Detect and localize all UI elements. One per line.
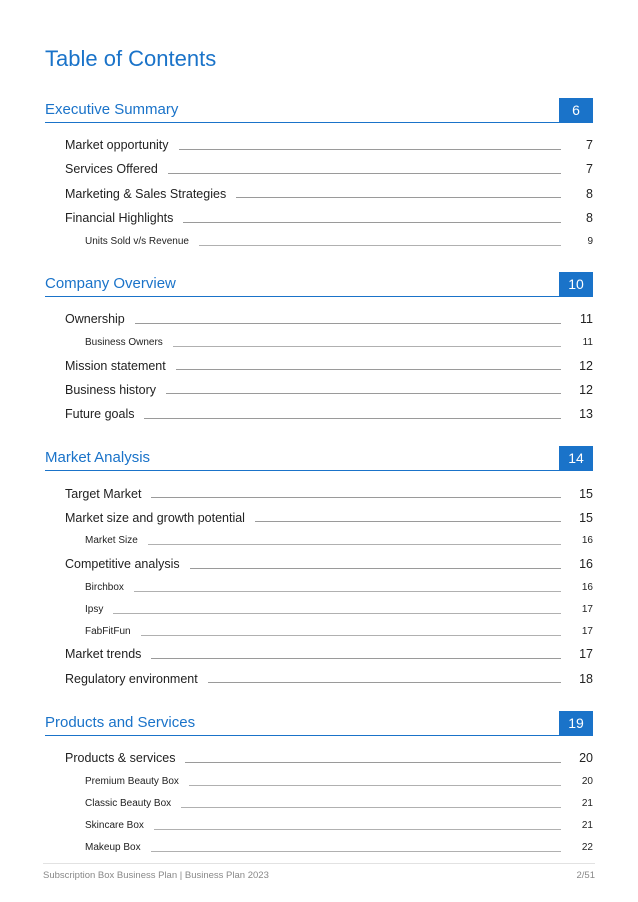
entry-label: Marketing & Sales Strategies [65,186,227,201]
entry-label: Competitive analysis [65,557,180,572]
entry-label: FabFitFun [85,625,131,637]
leader-line [134,591,561,592]
toc-entry[interactable] [45,506,593,530]
entry-label: Market Size [85,535,138,547]
entry-label: Products & services [65,751,176,765]
section-page-badge: 10 [559,272,593,296]
toc-subentry[interactable] [45,530,593,552]
entry-label: Future goals [65,407,135,422]
section-title: Market Analysis [45,449,151,467]
entry-page-number: 12 [579,382,593,397]
table-of-contents [45,96,593,876]
entry-page-number: 17 [581,625,593,637]
toc-subentry[interactable] [45,598,593,620]
entry-page-number: 13 [579,407,593,422]
toc-section-heading[interactable] [45,444,593,471]
entry-page-number: 18 [579,671,593,686]
section-title: Company Overview [45,275,176,293]
toc-entry-list [45,736,593,858]
entry-label: Services Offered [65,162,158,177]
entry-page-number: 11 [582,336,593,348]
leader-line [141,635,561,636]
toc-entry[interactable] [45,133,593,157]
entry-label: Birchbox [85,581,124,593]
footer-page-number: 2/51 [576,870,595,881]
toc-entry[interactable] [45,157,593,181]
leader-line [151,658,561,659]
toc-entry[interactable] [45,481,593,505]
entry-page-number: 16 [579,557,593,572]
entry-label: Mission statement [65,358,166,373]
toc-entry-list [45,297,593,426]
entry-label: Business history [65,382,157,397]
footer-document-title: Subscription Box Business Plan | Business Plan 2023 [43,870,269,881]
entry-page-number: 9 [587,235,593,247]
toc-subentry[interactable] [45,576,593,598]
entry-page-number: 16 [581,535,593,547]
entry-label: Business Owners [85,336,163,348]
section-title: Products and Services [45,713,196,731]
leader-line [190,568,561,569]
toc-section-heading[interactable] [45,270,593,297]
entry-label: Regulatory environment [65,671,198,686]
toc-entry[interactable] [45,667,593,691]
leader-line [154,829,561,830]
entry-label: Premium Beauty Box [85,775,179,787]
toc-subentry[interactable] [45,331,593,353]
leader-line [144,418,561,419]
entry-label: Financial Highlights [65,211,174,226]
entry-label: Market trends [65,647,142,662]
entry-page-number: 12 [579,358,593,373]
leader-line [148,544,561,545]
entry-page-number: 7 [586,138,593,153]
entry-label: Units Sold v/s Revenue [85,235,189,247]
leader-line [199,245,561,246]
section-title: Executive Summary [45,101,179,118]
toc-entry[interactable] [45,378,593,402]
entry-page-number: 20 [581,775,593,787]
leader-line [166,393,561,394]
leader-line [208,682,561,683]
page-footer [43,863,595,881]
entry-label: Ownership [65,312,125,327]
leader-line [181,807,561,808]
leader-line [135,323,561,324]
entry-page-number: 15 [579,486,593,501]
toc-section [45,270,593,426]
toc-subentry[interactable] [45,230,593,252]
leader-line [179,149,561,150]
entry-page-number: 15 [579,510,593,525]
entry-label: Makeup Box [85,841,141,853]
entry-page-number: 8 [586,211,593,226]
toc-entry[interactable] [45,307,593,331]
entry-page-number: 7 [586,162,593,177]
toc-entry[interactable] [45,402,593,426]
entry-page-number: 21 [581,797,593,809]
entry-page-number: 17 [579,647,593,662]
toc-entry[interactable] [45,353,593,377]
toc-entry-list [45,471,593,690]
toc-section [45,444,593,690]
section-page-badge: 14 [559,446,593,470]
leader-line [176,369,561,370]
toc-entry[interactable] [45,746,593,770]
section-page-badge: 6 [559,98,593,122]
entry-label: Target Market [65,486,142,501]
toc-section [45,96,593,252]
toc-entry-list [45,123,593,252]
toc-subentry[interactable] [45,814,593,836]
entry-label: Market opportunity [65,138,169,153]
toc-entry[interactable] [45,552,593,576]
toc-section-heading[interactable] [45,96,593,123]
entry-page-number: 11 [580,312,593,327]
entry-page-number: 8 [586,186,593,201]
toc-entry[interactable] [45,182,593,206]
leader-line [183,222,561,223]
leader-line [189,785,561,786]
entry-label: Classic Beauty Box [85,797,172,809]
toc-subentry[interactable] [45,770,593,792]
toc-subentry[interactable] [45,792,593,814]
entry-page-number: 21 [581,819,593,831]
toc-section [45,709,593,858]
entry-page-number: 20 [579,751,593,765]
leader-line [151,851,561,852]
toc-subentry[interactable] [45,836,593,858]
entry-label: Ipsy [85,603,104,615]
leader-line [185,762,561,763]
leader-line [173,346,561,347]
leader-line [255,521,561,522]
entry-page-number: 17 [581,603,593,615]
leader-line [151,497,561,498]
entry-page-number: 16 [581,581,593,593]
section-page-badge: 19 [559,711,593,735]
toc-subentry[interactable] [45,620,593,642]
toc-section-heading[interactable] [45,709,593,736]
entry-label: Skincare Box [85,819,144,831]
leader-line [236,197,561,198]
page-title: Table of Contents [45,46,217,71]
entry-page-number: 22 [581,841,593,853]
toc-entry[interactable] [45,642,593,666]
leader-line [168,173,561,174]
toc-entry[interactable] [45,206,593,230]
leader-line [113,613,561,614]
entry-label: Market size and growth potential [65,510,245,525]
